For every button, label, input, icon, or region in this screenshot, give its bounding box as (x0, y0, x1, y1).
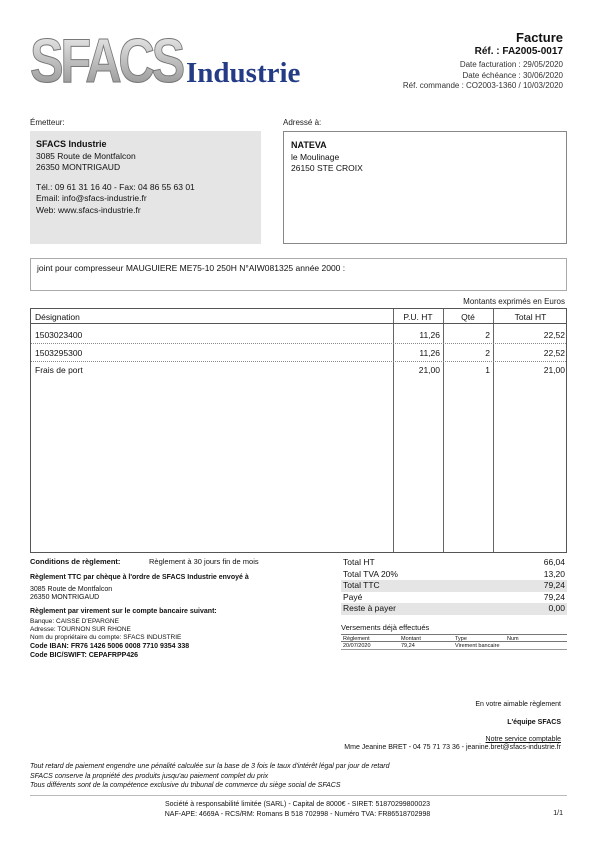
emitter-email: Email: info@sfacs-industrie.fr (36, 193, 147, 203)
total-value: 79,24 (543, 580, 565, 590)
conditions-value: Règlement à 30 jours fin de mois (149, 557, 259, 566)
item-designation: Frais de port (35, 365, 83, 375)
items-table (30, 308, 567, 553)
emitter-address-line: 26350 MONTRIGAUD (36, 162, 121, 172)
footer-divider (30, 795, 567, 796)
emitter-web: Web: www.sfacs-industrie.fr (36, 204, 141, 215)
legal-line: Tout retard de paiement engendre une pénalité calculée sur la base de 3 fois le taux d'intérêt légal par jour de retard (30, 763, 390, 770)
column-header: P.U. HT (403, 312, 433, 322)
total-row (341, 592, 567, 604)
recipient-label: Adressé à: (283, 118, 322, 127)
emitter-name: SFACS Industrie (36, 139, 107, 149)
order-reference: Réf. commande : CO2003-1360 / 10/03/2020 (402, 81, 563, 90)
legal-line: Tous différents sont de la compétence exclusive du tribunal de commerce du siège social de SFACS (30, 782, 341, 789)
emitter-address-line: 3085 Route de Montfalcon (36, 150, 136, 161)
column-header: Règlement (343, 636, 370, 642)
total-value: 13,20 (543, 568, 565, 579)
emitter-label: Émetteur: (30, 118, 65, 127)
item-unit-price: 21,00 (418, 365, 440, 375)
payment-type: Virement bancaire (455, 643, 500, 649)
column-header: Qté (461, 312, 475, 322)
closing-contact: Mme Jeanine BRET - 04 75 71 73 36 - jeanine.bret@sfacs-industrie.fr (344, 744, 561, 751)
column-header: Num (507, 636, 519, 642)
item-total: 22,52 (543, 330, 565, 340)
closing-team: L'équipe SFACS (507, 719, 561, 726)
conditions-label: Conditions de règlement: (30, 557, 121, 566)
total-label: Total HT (343, 557, 375, 567)
document-title: Facture (516, 30, 563, 45)
closing-service: Notre service comptable (485, 736, 561, 743)
total-label: Total TVA 20% (343, 568, 398, 579)
closing-greeting: En votre aimable règlement (475, 701, 561, 708)
payments-header (341, 634, 567, 642)
payment-date: 20/07/2020 (343, 643, 371, 649)
invoice-reference: Réf. : FA2005-0017 (474, 46, 563, 57)
item-total: 22,52 (543, 348, 565, 358)
totals-block (341, 557, 567, 615)
bic: Code BIC/SWIFT: CEPAFRPP426 (30, 652, 138, 659)
object-text: joint pour compresseur MAUGUIERE ME75-10 250H N°AIW081325 année 2000 : (37, 263, 346, 273)
total-label: Reste à payer (343, 603, 396, 613)
invoice-date: Date facturation : 29/05/2020 (459, 60, 563, 69)
payment-amount: 79,24 (401, 643, 415, 649)
item-designation: 1503295300 (35, 348, 83, 358)
item-total: 21,00 (543, 365, 565, 375)
item-qty: 1 (485, 365, 490, 375)
logo-word: Industrie (186, 57, 301, 89)
company-footer (0, 800, 595, 820)
column-header: Désignation (35, 312, 80, 322)
payments-title: Versements déjà effectués (341, 623, 430, 632)
payment-row (341, 642, 567, 650)
cheque-address: 3085 Route de Montfalcon (30, 586, 113, 593)
total-row (341, 603, 567, 615)
column-header: Total HT (514, 312, 547, 322)
total-row (341, 569, 567, 581)
payments-table (341, 623, 567, 650)
payment-conditions (30, 557, 330, 660)
due-date: Date échéance : 30/06/2020 (462, 70, 563, 80)
cheque-title: Règlement TTC par chèque à l'ordre de SFACS Industrie envoyé à (30, 574, 249, 581)
item-designation: 1503023400 (35, 330, 83, 340)
currency-note: Montants exprimés en Euros (463, 297, 565, 306)
transfer-title: Règlement par virement sur le compte bancaire suivant: (30, 608, 217, 615)
total-value: 66,04 (543, 557, 565, 567)
invoice-header (403, 30, 563, 92)
bank-address: Adresse: TOURNON SUR RHONE (30, 626, 131, 633)
recipient-box (283, 131, 567, 244)
column-header: Type (455, 636, 467, 642)
page-number: 1/1 (553, 810, 563, 817)
cheque-address: 26350 MONTRIGAUD (30, 594, 100, 601)
emitter-phone: Tél.: 09 61 31 16 40 - Fax: 04 86 55 63 01 (36, 181, 195, 192)
company-logo (28, 26, 318, 96)
total-row (341, 580, 567, 592)
total-value: 0,00 (548, 603, 565, 613)
bank-name: Banque: CAISSE D'EPARGNE (30, 618, 119, 625)
logo-mark: SFACS (30, 27, 184, 96)
item-unit-price: 11,26 (419, 348, 440, 358)
column-header: Montant (401, 636, 421, 642)
total-row (341, 557, 567, 569)
item-unit-price: 11,26 (419, 330, 440, 340)
recipient-address-line: le Moulinage (291, 151, 340, 162)
item-qty: 2 (485, 348, 490, 358)
recipient-name: NATEVA (291, 140, 327, 150)
account-holder: Nom du propriétaire du compte: SFACS INDUSTRIE (30, 634, 182, 641)
iban: Code IBAN: FR76 1426 5006 0008 7710 9354 338 (30, 643, 190, 650)
emitter-box (30, 131, 261, 244)
legal-line: SFACS conserve la propriété des produits jusqu'au paiement complet du prix (30, 772, 269, 780)
footer-line: NAF-APE: 4669A - RCS/RM: Romans B 518 702998 - Numéro TVA: FR86518702998 (164, 811, 431, 818)
invoice-object (30, 258, 567, 291)
item-qty: 2 (485, 330, 490, 340)
legal-notice (30, 762, 389, 791)
footer-line: Société à responsabilité limitée (SARL) - Capital de 8000€ - SIRET: 51870299800023 (165, 801, 430, 808)
total-label: Payé (343, 591, 363, 602)
total-value: 79,24 (543, 591, 565, 602)
total-label: Total TTC (343, 580, 380, 590)
recipient-address-line: 26150 STE CROIX (291, 163, 363, 173)
